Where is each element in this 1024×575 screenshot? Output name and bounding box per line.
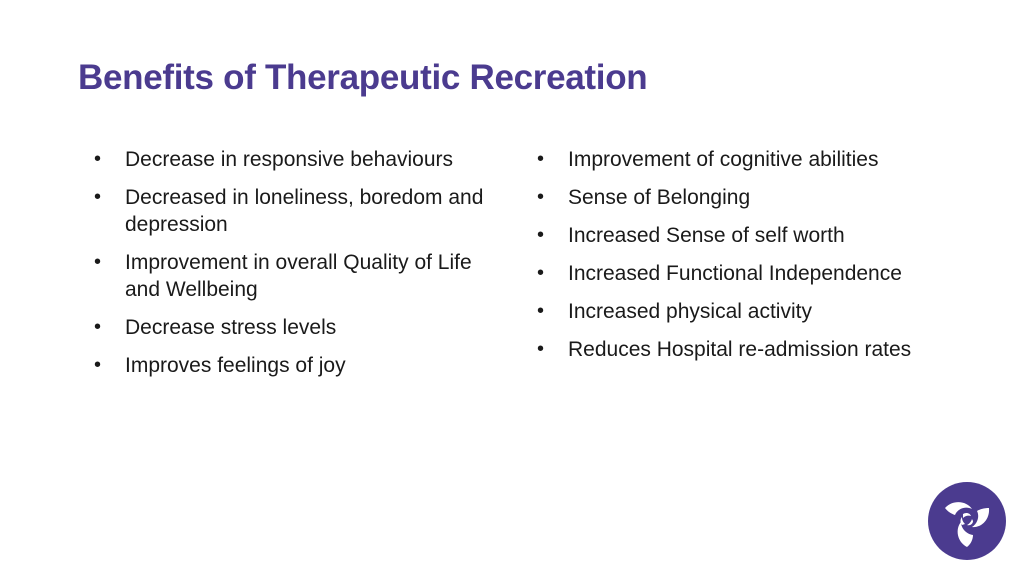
list-item-text: Decrease stress levels xyxy=(125,316,337,339)
bullet-icon: • xyxy=(537,148,545,170)
list-item xyxy=(94,184,494,238)
trillium-logo-icon xyxy=(927,481,1007,561)
list-item xyxy=(537,222,957,249)
list-item-text: Sense of Belonging xyxy=(568,186,751,209)
bullet-icon: • xyxy=(94,316,102,338)
bullet-icon: • xyxy=(537,262,545,284)
slide-title: Benefits of Therapeutic Recreation xyxy=(78,58,648,97)
list-item-text: Improvement in overall Quality of Life and Wellbeing xyxy=(125,251,472,301)
list-item-text: Improvement of cognitive abilities xyxy=(568,148,879,171)
bullet-icon: • xyxy=(537,186,545,208)
list-item-text: Increased Functional Independence xyxy=(568,262,902,285)
list-item-text: Improves feelings of joy xyxy=(125,354,346,377)
list-item xyxy=(94,146,494,173)
list-item-text: Increased physical activity xyxy=(568,300,812,323)
list-item xyxy=(537,260,957,287)
right-bullet-list xyxy=(537,146,957,374)
bullet-icon: • xyxy=(94,354,102,376)
bullet-icon: • xyxy=(94,148,102,170)
list-item-text: Increased Sense of self worth xyxy=(568,224,845,247)
bullet-icon: • xyxy=(537,224,545,246)
bullet-icon: • xyxy=(94,186,102,208)
list-item-text: Decreased in loneliness, boredom and depression xyxy=(125,186,484,236)
bullet-icon: • xyxy=(537,300,545,322)
list-item xyxy=(94,314,494,341)
list-item-text: Decrease in responsive behaviours xyxy=(125,148,454,171)
bullet-icon: • xyxy=(94,251,102,273)
list-item xyxy=(537,146,957,173)
list-item xyxy=(94,352,494,379)
left-bullet-list xyxy=(94,146,494,390)
list-item xyxy=(537,184,957,211)
list-item xyxy=(94,249,494,303)
list-item xyxy=(537,298,957,325)
list-item xyxy=(537,336,957,363)
bullet-icon: • xyxy=(537,338,545,360)
list-item-text: Reduces Hospital re-admission rates xyxy=(568,338,912,361)
